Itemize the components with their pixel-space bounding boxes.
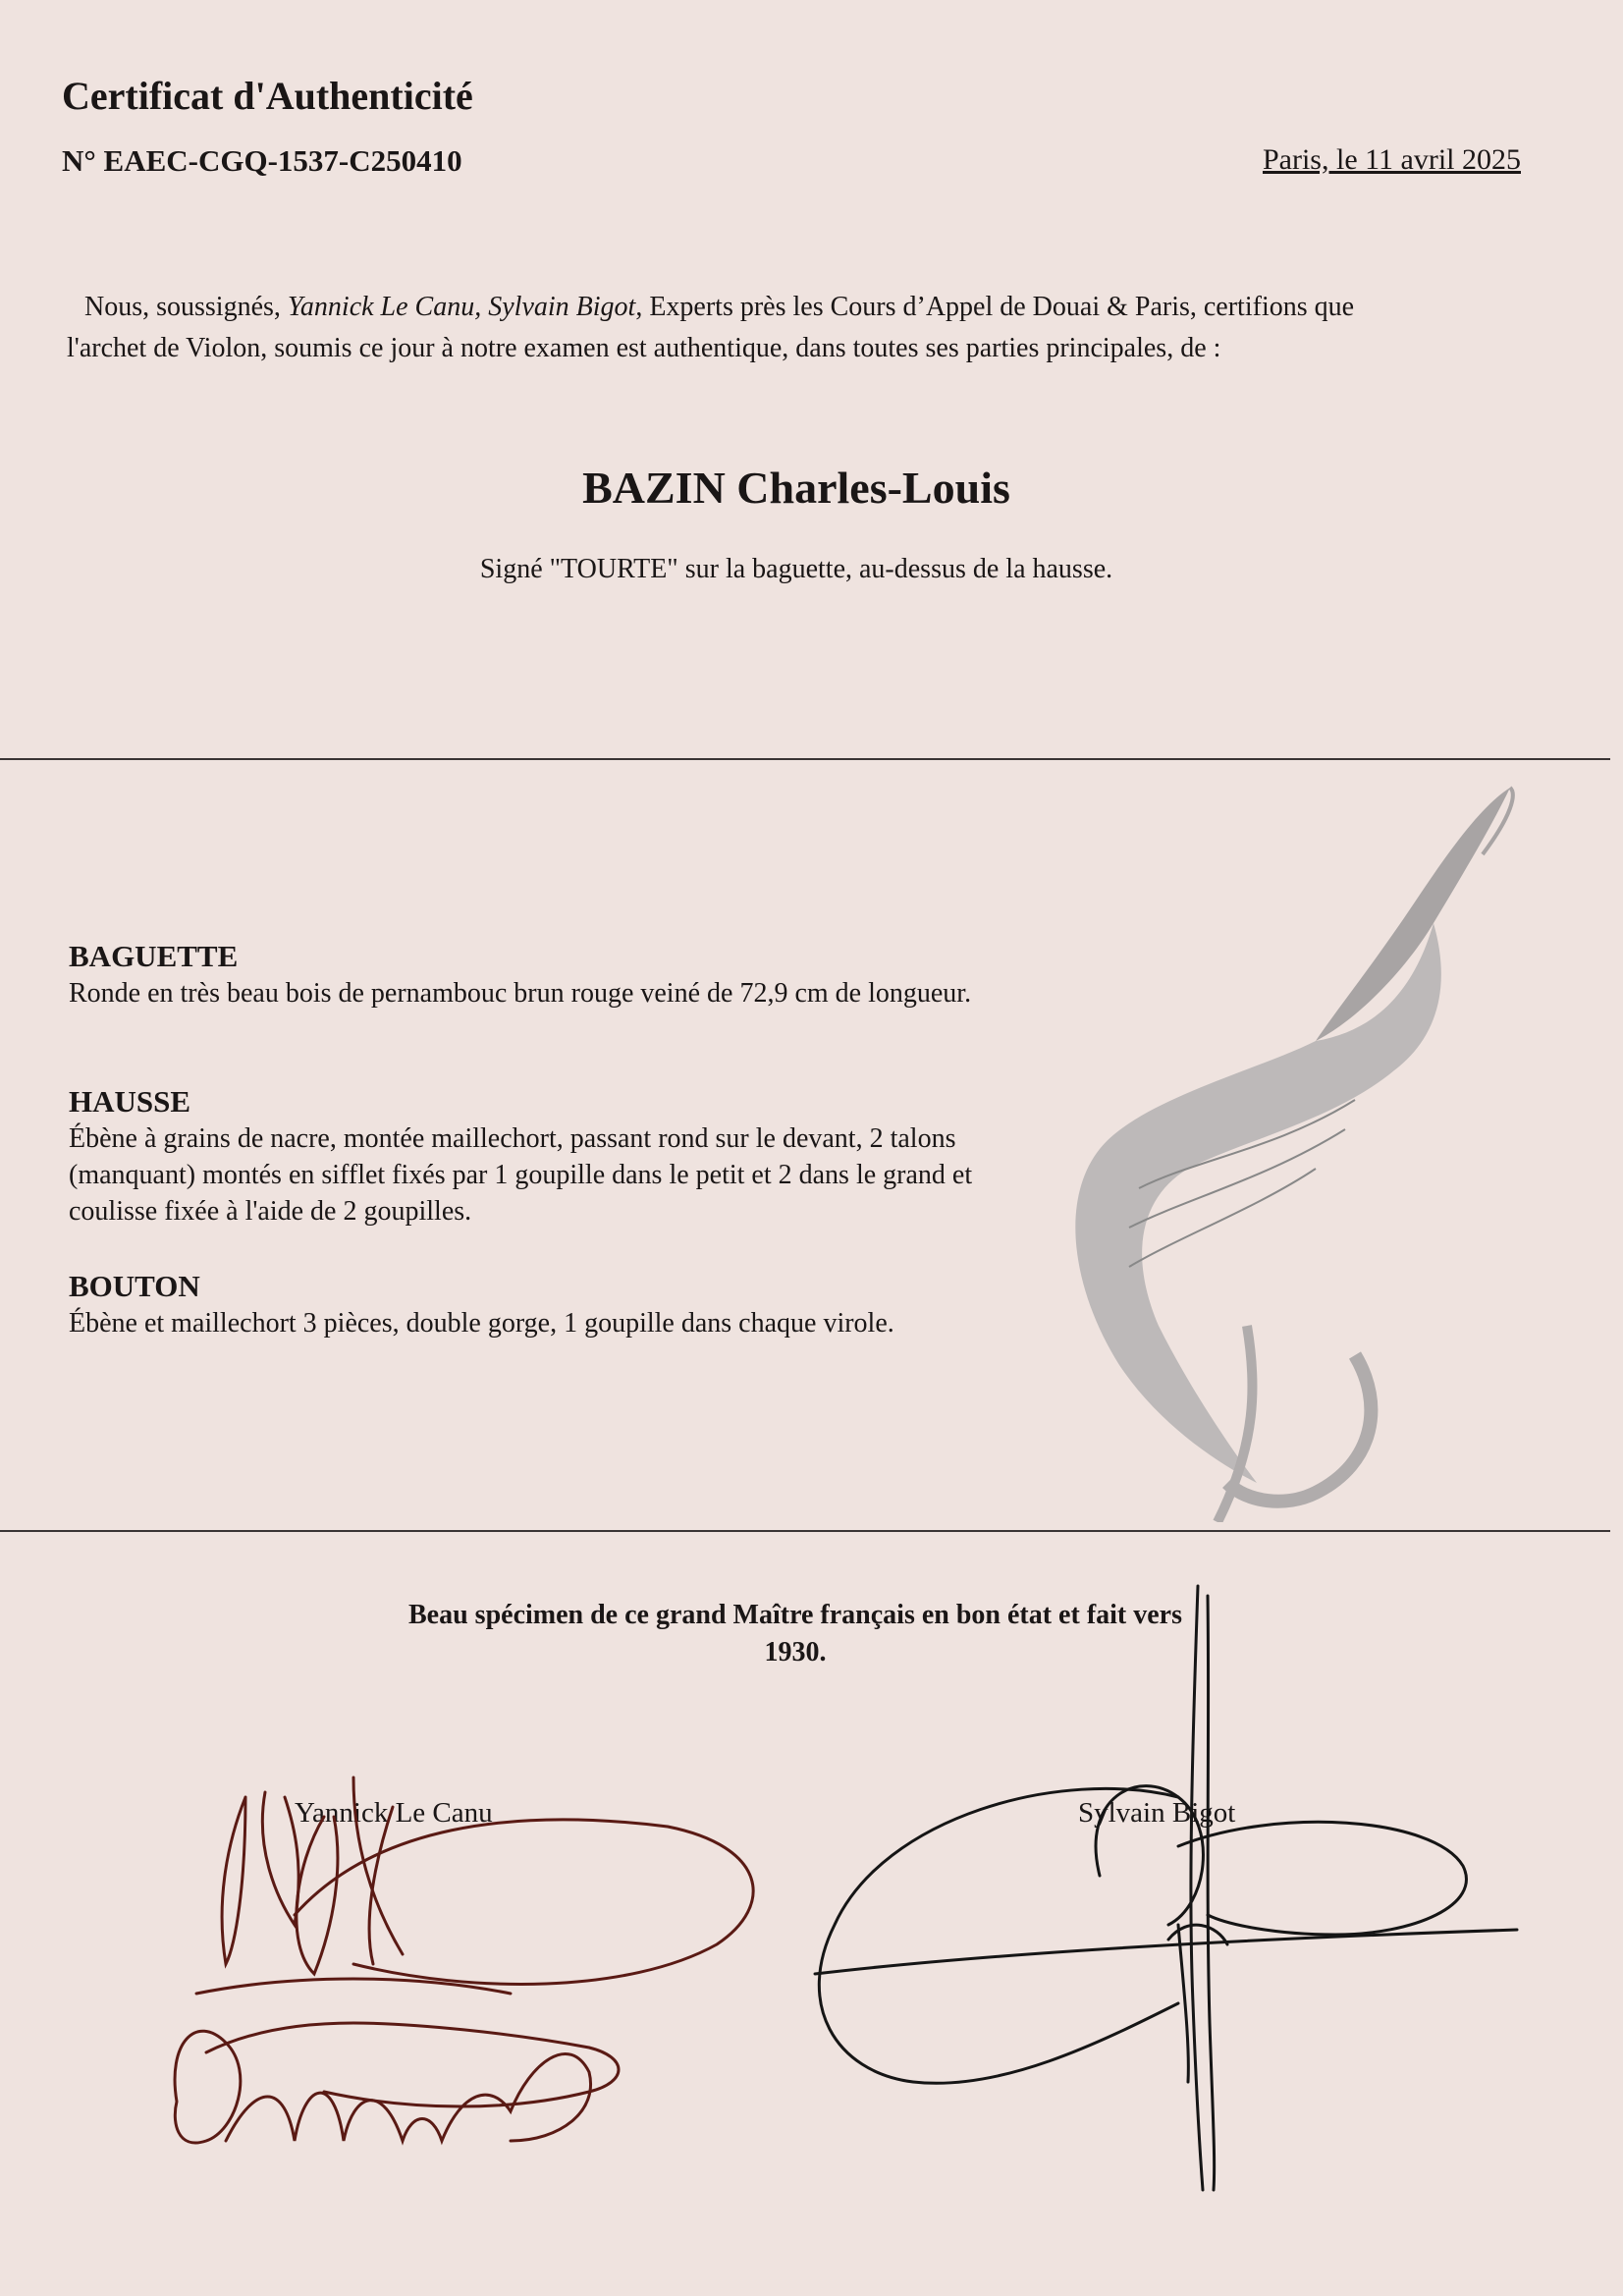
- signature-note: Signé "TOURTE" sur la baguette, au-dessus de la hausse.: [479, 554, 1113, 584]
- intro-line-2: l'archet de Violon, soumis ce jour à notre examen est authentique, dans toutes ses parties principales, de :: [67, 333, 1221, 363]
- section-text: Ébène à grains de nacre, montée maillechort, passant rond sur le devant, 2 talons (manquant) montés en sifflet fixés par 1 goupille dans le petit et 2 dans le grand et coulisse fixée à l'aide de 2 goupilles.: [69, 1123, 973, 1227]
- intro-prefix: Nous, soussignés,: [84, 292, 288, 322]
- closing-line-2: 1930.: [764, 1637, 827, 1667]
- intro-line1-suffix: , Experts près les Cours d’Appel de Douai & Paris, certifions que: [635, 292, 1355, 322]
- section-text: Ronde en très beau bois de pernambouc brun rouge veiné de 72,9 cm de longueur.: [69, 978, 972, 1009]
- section-heading: HAUSSE: [69, 1084, 191, 1119]
- section-heading: BAGUETTE: [69, 939, 239, 973]
- place-date: Paris, le 11 avril 2025: [1262, 143, 1521, 176]
- signer-name-left: Yannick Le Canu: [295, 1797, 493, 1829]
- closing-line-1: Beau spécimen de ce grand Maître français en bon état et fait vers: [408, 1600, 1182, 1630]
- maker-name: BAZIN Charles-Louis: [582, 463, 1010, 513]
- certificate-title: Certificat d'Authenticité: [62, 74, 473, 118]
- expert-names: Yannick Le Canu, Sylvain Bigot: [287, 292, 636, 322]
- section-text: Ébène et maillechort 3 pièces, double gorge, 1 goupille dans chaque virole.: [69, 1308, 894, 1339]
- section-heading: BOUTON: [69, 1269, 200, 1303]
- certificate-number: N° EAEC-CGQ-1537-C250410: [62, 143, 462, 178]
- signer-name-right: Sylvain Bigot: [1078, 1797, 1236, 1829]
